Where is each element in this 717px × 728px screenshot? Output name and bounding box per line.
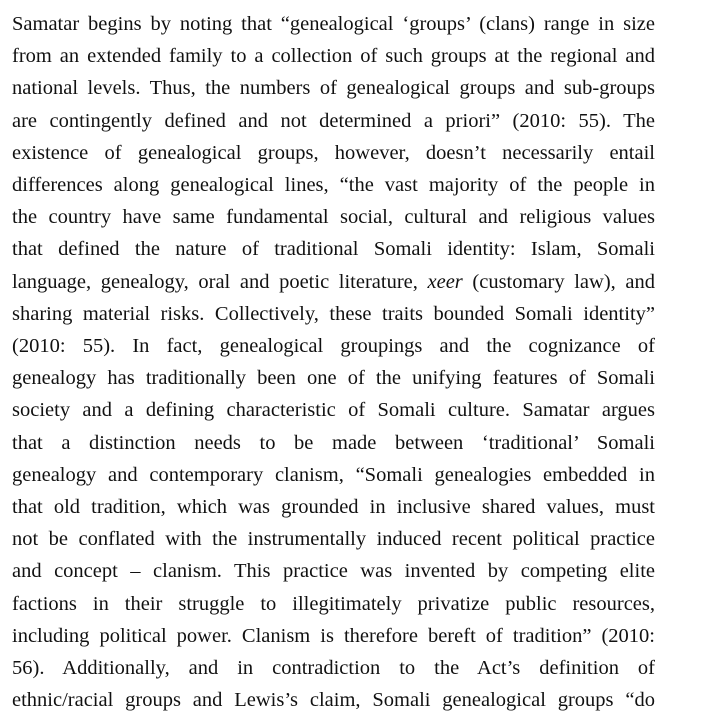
text-line: and concept – clanism. This practice was invented by competing elite [12, 560, 655, 583]
text-line: that old tradition, which was grounded in inclusive shared values, must [12, 496, 655, 519]
text-line: are contingently defined and not determined a priori” (2010: 55). The [12, 109, 655, 132]
body-paragraph [12, 8, 655, 716]
text-line: Samatar begins by noting that “genealogical ‘groups’ (clans) range in size [12, 13, 655, 35]
text-line: ethnic/racial groups and Lewis’s claim, Somali genealogical groups “do [12, 689, 655, 712]
text-line: that defined the nature of traditional Somali identity: Islam, Somali [12, 238, 655, 261]
text-line-with-italic [12, 266, 655, 298]
text-line: differences along genealogical lines, “the vast majority of the people in [12, 174, 655, 197]
text-line: genealogy and contemporary clanism, “Somali genealogies embedded in [12, 463, 655, 486]
text-line: the country have same fundamental social, cultural and religious values [12, 206, 655, 229]
text-line: (2010: 55). In fact, genealogical groupings and the cognizance of [12, 335, 655, 358]
text-segment: language, genealogy, oral and poetic literature, [12, 270, 428, 293]
text-line: including political power. Clanism is therefore bereft of tradition” (2010: [12, 624, 655, 647]
text-line: not be conflated with the instrumentally induced recent political practice [12, 528, 655, 551]
text-line: existence of genealogical groups, however, doesn’t necessarily entail [12, 141, 655, 164]
text-segment: (customary law), and [462, 270, 655, 293]
text-line: from an extended family to a collection of such groups at the regional and [12, 45, 655, 68]
text-line: sharing material risks. Collectively, these traits bounded Somali identity” [12, 302, 655, 325]
text-line: that a distinction needs to be made between ‘traditional’ Somali [12, 431, 655, 454]
text-line: national levels. Thus, the numbers of genealogical groups and sub-groups [12, 77, 655, 100]
text-line: genealogy has traditionally been one of the unifying features of Somali [12, 367, 655, 390]
text-line: factions in their struggle to illegitimately privatize public resources, [12, 592, 655, 615]
text-line: 56). Additionally, and in contradiction to the Act’s definition of [12, 657, 655, 680]
text-line: society and a defining characteristic of Somali culture. Samatar argues [12, 399, 655, 422]
italic-term: xeer [427, 270, 463, 293]
